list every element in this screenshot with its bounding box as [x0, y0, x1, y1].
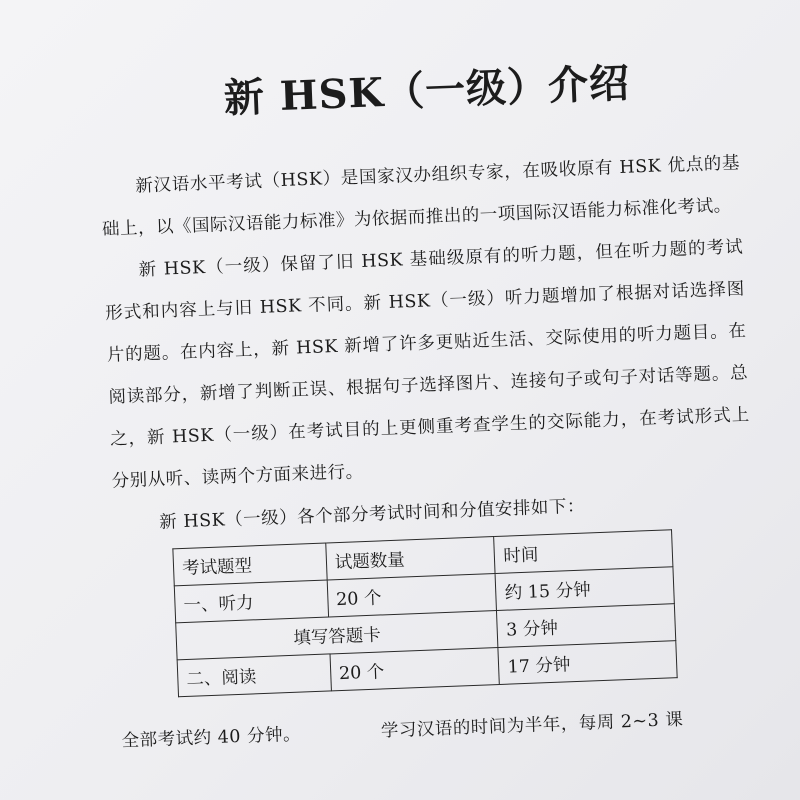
table-caption: 新 HSK（一级）各个部分考试时间和分值安排如下：: [158, 496, 586, 533]
footer-study-duration: 学习汉语的时间为半年，每周 2~3 课: [380, 709, 684, 742]
header-time: 时间: [494, 530, 673, 574]
exam-schedule-table: [172, 529, 677, 697]
row-type: 二、阅读: [177, 654, 331, 697]
row-time: 3 分钟: [497, 604, 676, 648]
footer-text: [121, 697, 762, 762]
row-time: 17 分钟: [498, 641, 677, 685]
row-type: 填写答题卡: [176, 611, 499, 660]
row-count: 20 个: [327, 574, 497, 617]
page-content: [96, 47, 762, 761]
header-count: 试题数量: [326, 537, 496, 580]
intro-paragraph-2: 新 HSK（一级）保留了旧 HSK 基础级原有的听力题，但在听力题的考试形式和内容上与旧 HSK 不同。新 HSK（一级）听力题增加了根据对话选择图片的题。在内容上，新 HSK 新增了许多更贴近生活、交际使用的听力题目。在阅读部分，新增了判断正误、根据句子选择图片、连接句子或句子对话等题。总之，新 HSK（一级）在考试目的上更侧重考查学生的交际能力，在考试形式上分别从听、读两个方面来进行。: [104, 237, 751, 492]
intro-paragraph-1: 新汉语水平考试（HSK）是国家汉办组织专家，在吸收原有 HSK 优点的基础上，以《国际汉语能力标准》为依据而推出的一项国际汉语能力标准化考试。: [101, 153, 741, 240]
row-count: 20 个: [330, 647, 500, 690]
header-type: 考试题型: [173, 543, 327, 586]
row-time: 约 15 分钟: [496, 567, 675, 611]
footer-total-time: 全部考试约 40 分钟。: [121, 724, 302, 752]
page-title: 新 HSK（一级）介绍: [223, 59, 631, 123]
row-type: 一、听力: [174, 580, 328, 623]
